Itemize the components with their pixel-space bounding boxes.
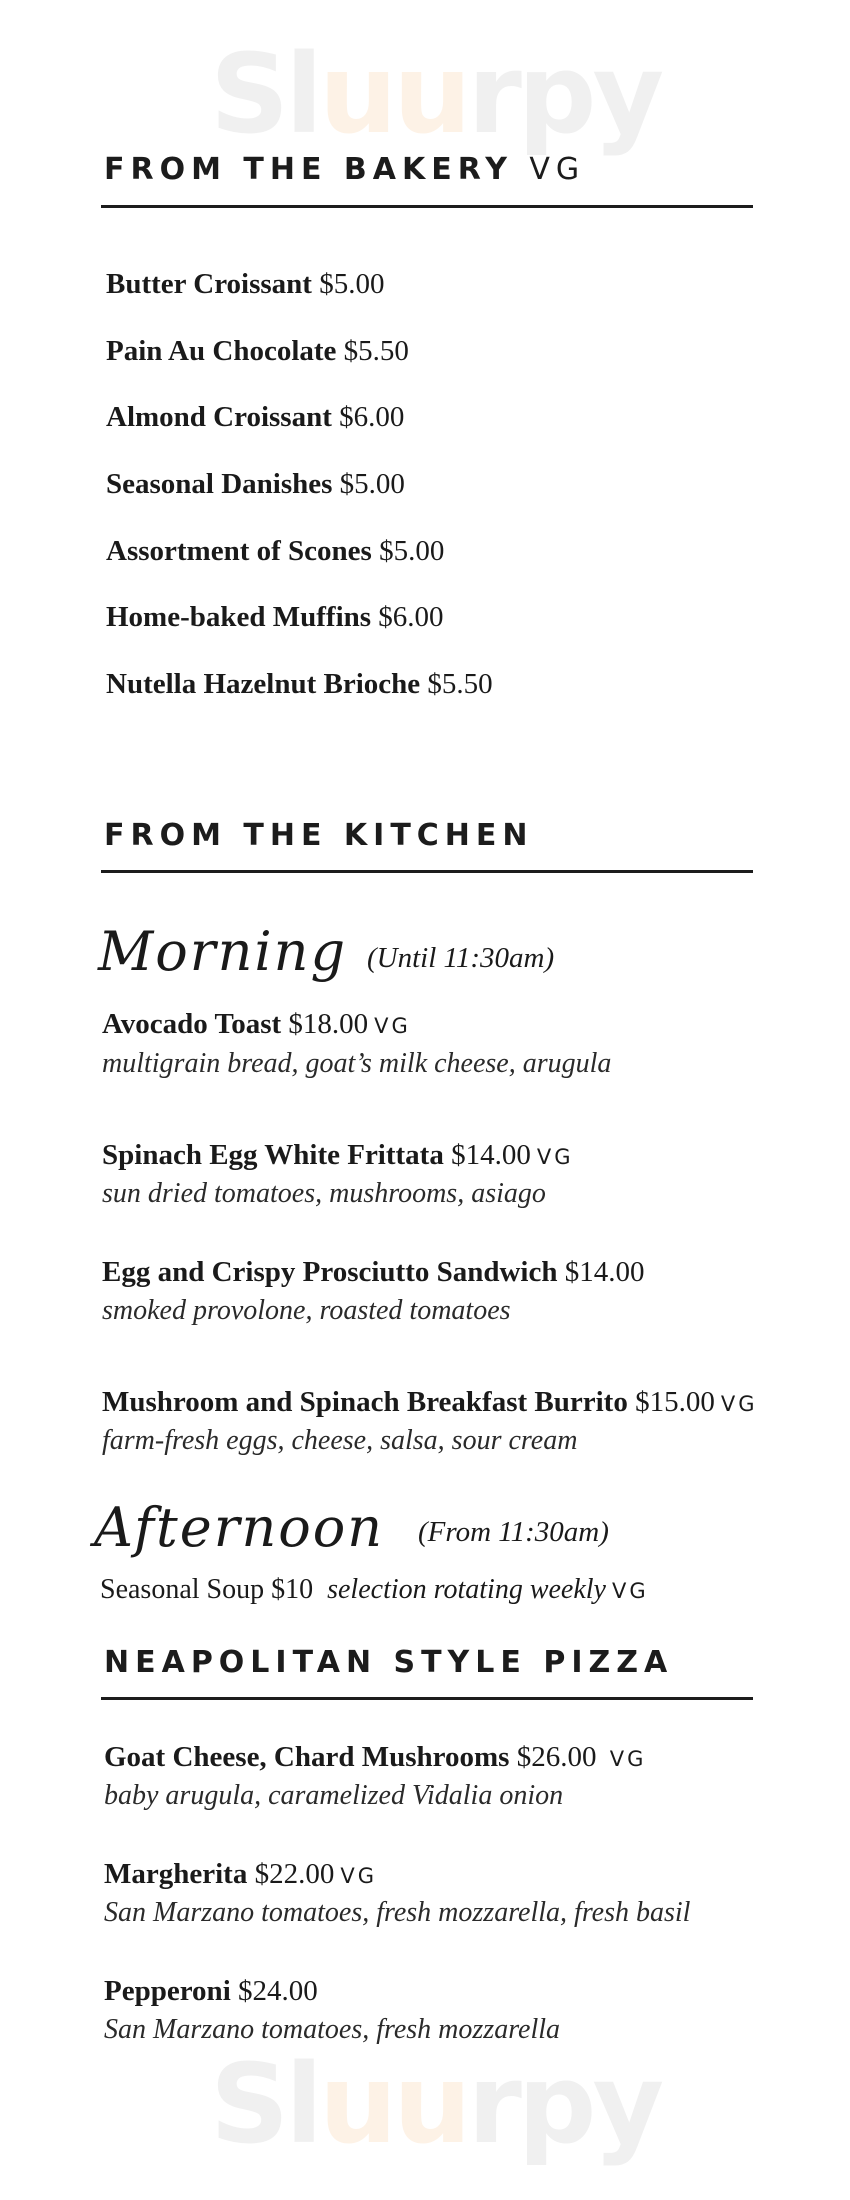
menu-item: Pain Au Chocolate $5.50 — [106, 335, 409, 367]
menu-item-description: baby arugula, caramelized Vidalia onion — [104, 1780, 564, 1811]
vegetarian-tag: VG — [529, 152, 586, 187]
menu-item-description: multigrain bread, goat’s milk cheese, arugula — [102, 1048, 612, 1079]
vegetarian-tag: VG — [720, 1392, 758, 1416]
menu-item-description: San Marzano tomatoes, fresh mozzarella — [104, 2014, 561, 2045]
menu-item: Mushroom and Spinach Breakfast Burrito $15.00 VG — [102, 1386, 758, 1418]
watermark-logo-top: Sluurpy — [210, 30, 661, 158]
menu-item: Butter Croissant $5.00 — [106, 268, 385, 300]
vegetarian-tag: VG — [536, 1145, 574, 1169]
menu-item-description: sun dried tomatoes, mushrooms, asiago — [102, 1178, 546, 1209]
menu-item-description: San Marzano tomatoes, fresh mozzarella, fresh basil — [104, 1897, 691, 1928]
divider-kitchen — [101, 870, 753, 873]
menu-item: Home-baked Muffins $6.00 — [106, 601, 444, 633]
divider-pizza — [101, 1697, 753, 1700]
afternoon-hours: (From 11:30am) — [418, 1516, 609, 1548]
menu-item: Seasonal Danishes $5.00 — [106, 468, 405, 500]
vegetarian-tag: VG — [612, 1579, 649, 1603]
menu-item-description: smoked provolone, roasted tomatoes — [102, 1295, 511, 1326]
section-title-bakery: FROM THE BAKERY VG — [104, 152, 586, 187]
menu-item: Nutella Hazelnut Brioche $5.50 — [106, 668, 493, 700]
menu-item-soup: Seasonal Soup $10 selection rotating weekly VG — [100, 1574, 649, 1605]
afternoon-heading: Afternoon — [94, 1496, 385, 1559]
menu-item-description: farm-fresh eggs, cheese, salsa, sour cream — [102, 1425, 578, 1456]
watermark-logo-bottom: Sluurpy — [210, 2040, 661, 2168]
vegetarian-tag: VG — [609, 1747, 647, 1771]
menu-item: Egg and Crispy Prosciutto Sandwich $14.00 — [102, 1256, 645, 1288]
morning-heading: Morning — [98, 920, 348, 983]
menu-item: Margherita $22.00 VG — [104, 1858, 377, 1890]
menu-item: Goat Cheese, Chard Mushrooms $26.00 VG — [104, 1741, 647, 1773]
menu-item: Avocado Toast $18.00 VG — [102, 1008, 411, 1040]
section-title-pizza: NEAPOLITAN STYLE PIZZA — [104, 1645, 674, 1680]
vegetarian-tag: VG — [340, 1864, 377, 1888]
menu-item: Pepperoni $24.00 — [104, 1975, 318, 2007]
section-title-kitchen: FROM THE KITCHEN — [104, 818, 534, 853]
morning-hours: (Until 11:30am) — [367, 942, 555, 974]
menu-item: Assortment of Scones $5.00 — [106, 535, 445, 567]
divider-bakery — [101, 205, 753, 208]
menu-item: Almond Croissant $6.00 — [106, 401, 405, 433]
vegetarian-tag: VG — [374, 1014, 411, 1038]
menu-item: Spinach Egg White Frittata $14.00 VG — [102, 1139, 574, 1171]
